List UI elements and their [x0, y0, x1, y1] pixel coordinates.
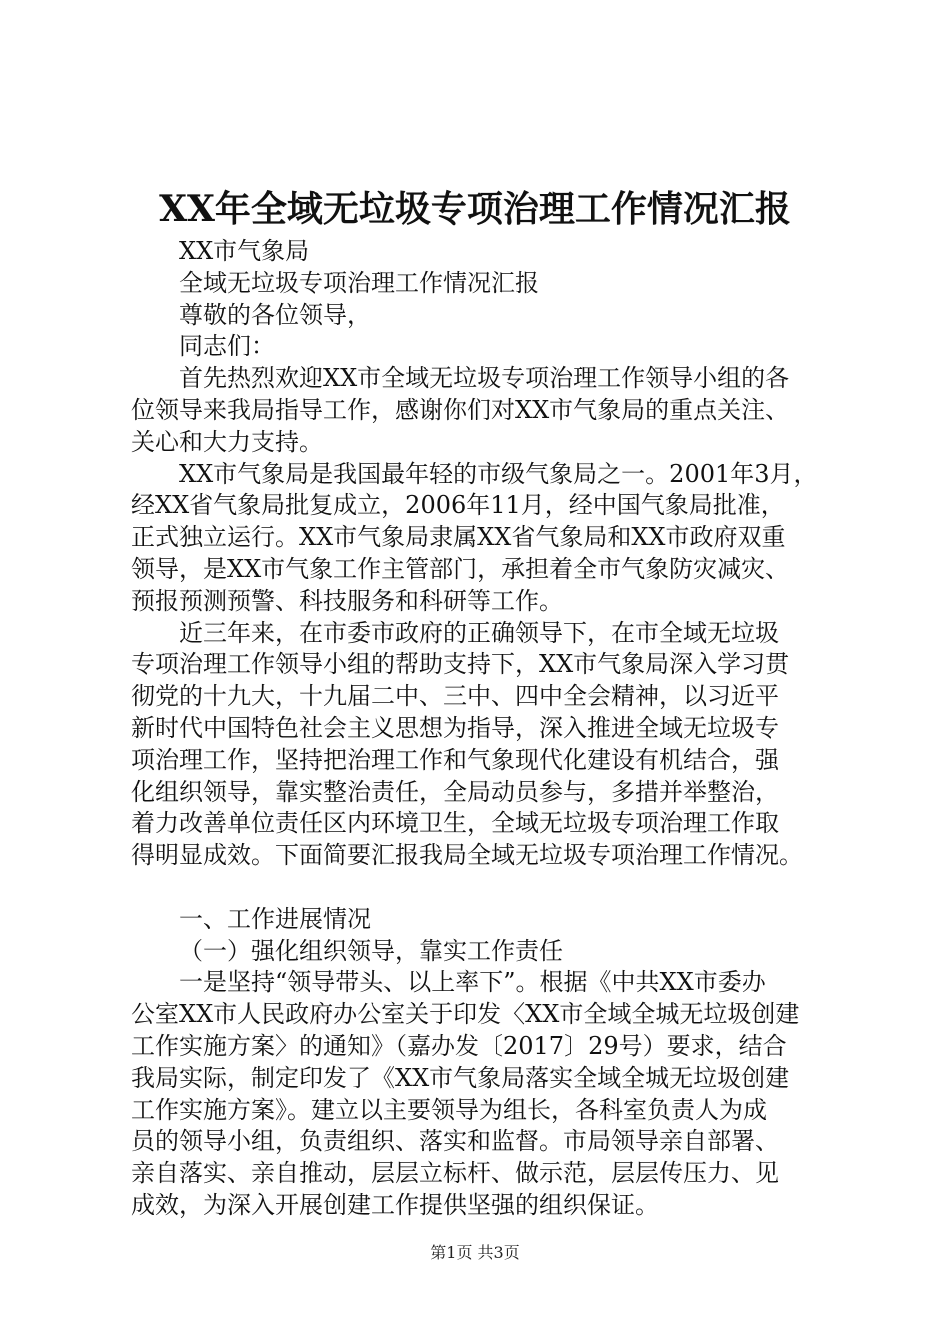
body-line: 我局实际，制定印发了《XX市气象局落实全域全城无垃圾创建: [131, 1063, 790, 1092]
body-line: 彻党的十九大，十九届二中、三中、四中全会精神，以习近平: [131, 682, 779, 711]
body-line: 位领导来我局指导工作，感谢你们对XX市气象局的重点关注、: [131, 395, 790, 424]
body-line: 同志们：: [179, 332, 275, 361]
body-line: 预报预测预警、科技服务和科研等工作。: [131, 586, 563, 615]
document-body: [131, 236, 831, 1222]
body-line: 尊敬的各位领导，: [179, 300, 371, 329]
body-line: 领导，是XX市气象工作主管部门，承担着全市气象防灾减灾、: [131, 554, 790, 583]
document-title: XX年全域无垃圾专项治理工作情况汇报: [159, 188, 791, 230]
page-footer: 第1页 共3页: [430, 1243, 520, 1262]
blank-line: [131, 872, 831, 904]
body-line: 亲自落实、亲自推动，层层立标杆、做示范，层层传压力、见: [131, 1159, 779, 1188]
body-line: 成效，为深入开展创建工作提供坚强的组织保证。: [131, 1190, 659, 1219]
body-line: 新时代中国特色社会主义思想为指导，深入推进全域无垃圾专: [131, 713, 779, 742]
body-line: 公室XX市人民政府办公室关于印发〈XX市全域全城无垃圾创建: [131, 1000, 800, 1029]
body-line: 得明显成效。下面简要汇报我局全域无垃圾专项治理工作情况。: [131, 841, 803, 870]
body-line: 工作实施方案〉的通知》（嘉办发〔2017〕29号）要求，结合: [131, 1031, 787, 1060]
body-line: 一、工作进展情况: [179, 904, 371, 933]
body-line: 关心和大力支持。: [131, 427, 323, 456]
body-line: 化组织领导，靠实整治责任，全局动员参与，多措并举整治，: [131, 777, 779, 806]
body-line: 员的领导小组，负责组织、落实和监督。市局领导亲自部署、: [131, 1127, 779, 1156]
body-line: XX市气象局是我国最年轻的市级气象局之一。2001年3月，: [179, 459, 818, 488]
body-line: 专项治理工作领导小组的帮助支持下，XX市气象局深入学习贯: [131, 650, 790, 679]
body-line: 首先热烈欢迎XX市全域无垃圾专项治理工作领导小组的各: [179, 364, 790, 393]
body-line: （一）强化组织领导，靠实工作责任: [179, 936, 563, 965]
body-line: XX市气象局: [179, 237, 310, 265]
body-line: 近三年来，在市委市政府的正确领导下，在市全域无垃圾: [179, 618, 779, 647]
body-line: 正式独立运行。XX市气象局隶属XX省气象局和XX市政府双重: [131, 523, 786, 552]
body-line: 着力改善单位责任区内环境卫生，全域无垃圾专项治理工作取: [131, 809, 779, 838]
body-line: 经XX省气象局批复成立，2006年11月，经中国气象局批准，: [131, 491, 785, 520]
body-line: 全域无垃圾专项治理工作情况汇报: [179, 268, 539, 297]
body-line: 项治理工作，坚持把治理工作和气象现代化建设有机结合，强: [131, 745, 779, 774]
body-line: 一是坚持“领导带头、以上率下”。根据《中共XX市委办: [179, 968, 766, 997]
body-line: 工作实施方案》。建立以主要领导为组长，各科室负责人为成: [131, 1095, 767, 1124]
